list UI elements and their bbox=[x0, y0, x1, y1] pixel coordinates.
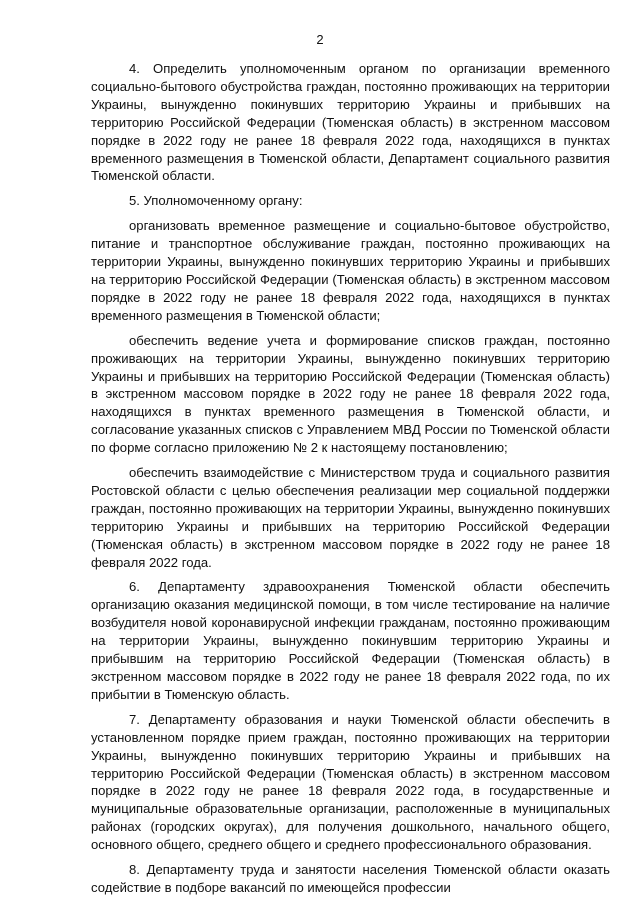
paragraph-subitem-registration: обеспечить ведение учета и формирование списков граждан, постоянно проживающих на территории Украины, вынужденно покинувших территорию Украины и прибывших на территорию Российской Федерации (Тюменская область) в экстренном массовом порядке в 2022 году не ранее 18 февраля 2022 года, находящихся в пунктах временного размещения в Тюменской области, и согласование указанных списков с Управлением МВД России по Тюменской области по форме согласно приложению № 2 к настоящему постановлению; bbox=[91, 332, 610, 456]
paragraph-item-7: 7. Департаменту образования и науки Тюменской области обеспечить в установленном порядке прием граждан, постоянно проживающих на территории Украины, вынужденно покинувших территорию Украины и прибывших на территорию Российской Федерации (Тюменская область) в экстренном массовом порядке в 2022 году не ранее 18 февраля 2022 года, в государственные и муниципальные образовательные организации, расположенные в муниципальных районах (городских округах), для получения дошкольного, начального общего, основного общего, среднего общего и среднего профессионального образования. bbox=[91, 711, 610, 853]
paragraph-item-8: 8. Департаменту труда и занятости населения Тюменской области оказать содействие в подборе вакансий по имеющейся профессии bbox=[91, 862, 610, 895]
paragraph-subitem-interaction: обеспечить взаимодействие с Министерством труда и социального развития Ростовской области с целью обеспечения реализации мер социальной поддержки граждан, постоянно проживающих на территории Украины, вынужденно покинувших территорию Украины и прибывших на территорию Российской Федерации (Тюменская область) в экстренном массовом порядке в 2022 году не ранее 18 февраля 2022 года. bbox=[91, 465, 610, 570]
paragraph-item-4: 4. Определить уполномоченным органом по организации временного социально-бытового обустройства граждан, постоянно проживающих на территории Украины, вынужденно покинувших территорию Украины и прибывших на территорию Российской Федерации (Тюменская область) в экстренном массовом порядке в 2022 году не ранее 18 февраля 2022 года, находящихся в пунктах временного размещения в Тюменской области, Департамент социального развития Тюменской области. bbox=[91, 61, 610, 184]
page-number: 2 bbox=[316, 32, 324, 47]
paragraph-item-6: 6. Департаменту здравоохранения Тюменской области обеспечить организацию оказания медицинской помощи, в том числе тестирование на наличие возбудителя новой коронавирусной инфекции гражданам, постоянно проживающим на территории Украины, вынужденно покинувшим территорию Украины и прибывшим на территорию Российской Федерации (Тюменская область) в экстренном массовом порядке в 2022 году не ранее 18 февраля 2022 года, по их прибытии в Тюменскую область. bbox=[91, 579, 610, 702]
paragraph-subitem-accommodation: организовать временное размещение и социально-бытовое обустройство, питание и транспортное обслуживание граждан, постоянно проживающих на территории Украины, вынужденно покинувших территорию Украины и прибывших на территорию Российской Федерации (Тюменская область) в экстренном массовом порядке в 2022 году не ранее 18 февраля 2022 года, находящихся в пунктах временного размещения в Тюменской области; bbox=[91, 218, 610, 323]
paragraph-item-5: 5. Уполномоченному органу: bbox=[129, 193, 303, 209]
document-body bbox=[91, 60, 610, 904]
